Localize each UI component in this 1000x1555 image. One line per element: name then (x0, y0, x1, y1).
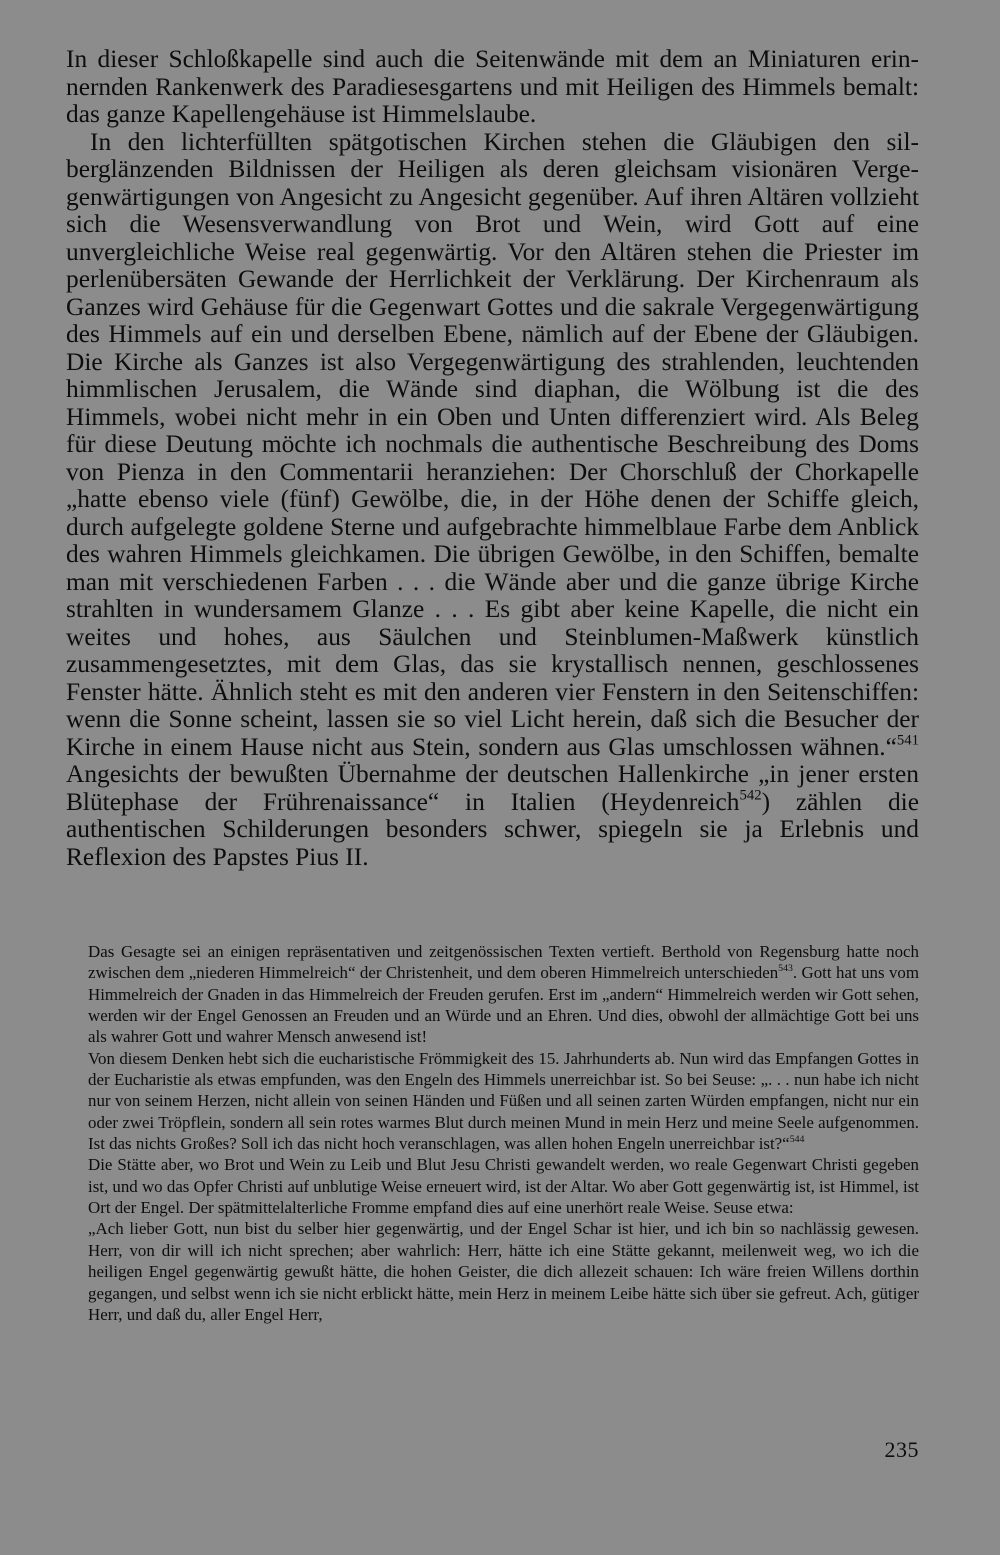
footnote-ref-543: 543 (778, 963, 793, 975)
page-number: 235 (884, 1437, 919, 1462)
footnote-block (88, 941, 919, 1325)
footnote-ref-542: 542 (739, 787, 762, 804)
main-paragraph-2-text-after: ) zählen die authentischen Schilderungen besonders schwer, spiegeln sie ja Erlebnis und Reflexion des Papstes Pius II. (66, 787, 919, 871)
main-paragraph-1: In dieser Schloßkapelle sind auch die Seitenwände mit dem an Miniaturen erinnernden Rankenwerk des Paradiesesgartens und mit Heiligen des Himmels bemalt: das ganze Kapellengehäuse ist Himmelslaube. (66, 45, 919, 128)
footnote-ref-544: 544 (789, 1134, 805, 1146)
main-paragraph-2-text-middle: Angesichts der bewußten Übernahme der deutschen Hallenkirche „in jener ersten Blütephase der Frührenaissance“ in Italien (Heydenreich (66, 760, 919, 816)
footnote-paragraph-2-text-before: Von diesem Denken hebt sich die eucharistische Frömmigkeit des 15. Jahrhunderts ab. Nun wird das Empfangen Gottes in der Eucharistie als etwas empfunden, was den Engeln des Himmels unerreichbar ist. So bei Seuse: „. . . nun habe ich nicht nur von seinem Herzen, nicht allein von seinen Händen und Füßen und all seinen zarten Würden empfangen, nicht nur ein oder zwei Tröpflein, sondern all sein rotes warmes Blut durch meinen Mund in mein Herz und meine Seele aufgenommen. Ist das nichts Großes? Soll ich das nicht hoch veranschlagen, was allen hohen Engeln unerreichbar ist?“ (88, 1048, 919, 1154)
footnote-paragraph-1-text-before: Das Gesagte sei an einigen repräsentativen und zeitgenössischen Texten vertieft. Berthold von Regensburg hatte noch zwischen dem „niederen Himmelreich“ der Christenheit, und dem oberen Himmelreich unterschieden (88, 942, 919, 983)
footnote-paragraph-3: Die Stätte aber, wo Brot und Wein zu Leib und Blut Jesu Christi gewandelt werden, wo reale Gegenwart Christi gegeben ist, und wo das Opfer Christi auf unblutige Weise erneuert wird, ist der Altar. Wo aber Gott gegenwärtig ist, ist Himmel, ist Ort der Engel. Der spätmittelalterliche Fromme empfand dies auf eine unerhört reale Weise. Seuse etwa: (88, 1155, 919, 1218)
footnote-ref-541: 541 (896, 732, 919, 749)
footnote-paragraph-4: „Ach lieber Gott, nun bist du selber hier gegenwärtig, und der Engel Schar ist hier, und ich bin so nachlässig gewesen. Herr, von dir will ich nicht sprechen; aber wahrlich: Herr, hätte ich eine Stätte gekannt, meilenweit weg, wo ich die heiligen Engel gegenwärtig gewußt hätte, die hohen Geister, die dich allezeit schauen: Ich wäre freien Willens dorthin gegangen, und selbst wenn ich sie nicht erblickt hätte, mein Herz in meinem Leibe hätte sich über sie gefreut. Ach, gütiger Herr, und daß du, aller Engel Herr, (88, 1219, 919, 1324)
main-paragraph-2-text-before: In den lichterfüllten spätgotischen Kirchen stehen die Gläubigen den silberglänzenden Bildnissen der Heiligen als deren gleichsam visionären Vergegenwärtigungen von Angesicht zu Angesicht gegenüber. Auf ihren Altären vollzieht sich die Wesensverwandlung von Brot und Wein, wird Gott auf eine unvergleichliche Weise real gegenwärtig. Vor den Altären stehen die Priester im perlenübersäten Gewande der Herrlichkeit der Verklärung. Der Kirchenraum als Ganzes wird Gehäuse für die Gegenwart Gottes und die sakrale Vergegenwärtigung des Himmels auf ein und derselben Ebene, nämlich auf der Ebene der Gläubigen. Die Kirche als Ganzes ist also Vergegenwärtigung des strahlenden, leuchtenden himmlischen Jerusalem, die Wände sind diaphan, die Wölbung ist die des Himmels, wobei nicht mehr in ein Oben und Unten differenziert wird. Als Beleg für diese Deutung möchte ich nochmals die authentische Beschreibung des Doms von Pienza in den Commentarii heranziehen: Der Chorschluß der Chorkapelle „hatte ebenso viele (fünf) Gewölbe, die, in der Höhe denen der Schiffe gleich, durch aufgelegte goldene Sterne und aufgebrachte himmelblaue Farbe dem Anblick des wahren Himmels gleichkamen. Die übrigen Gewölbe, in den Schiffen, bemalte man mit verschiedenen Farben . . . die Wände aber und die ganze übrige Kirche strahlten in wundersamem Glanze . . . Es gibt aber keine Kapelle, die nicht ein weites und hohes, aus Säulchen und Steinblumen-Maßwerk künstlich zusammengesetztes, mit dem Glas, das sie krystallisch nennen, geschlossenes Fenster hätte. Ähnlich steht es mit den anderen vier Fenstern in den Seitenschiffen: wenn die Sonne scheint, lassen sie so viel Licht herein, daß sich die Besucher der Kirche in einem Hause nicht aus Stein, sondern aus Glas umschlossen wähnen.“ (66, 127, 919, 761)
footnote-paragraph-2 (88, 1048, 919, 1155)
main-text-block (66, 46, 919, 871)
main-paragraph-2 (66, 129, 919, 872)
footnote-paragraph-1 (88, 941, 919, 1048)
footnote-paragraph-1-text-after: . Gott hat uns vom Himmelreich der Gnaden in das Himmelreich der Freuden gerufen. Erst im „andern“ Himmelreich werden wir Gott sehen, werden wir der Engel Genossen an Freuden und an Würde und an Ehren. Und dies, obwohl der allmächtige Gott bei uns als wahrer Gott und wahrer Mensch anwesend ist! (88, 963, 919, 1047)
